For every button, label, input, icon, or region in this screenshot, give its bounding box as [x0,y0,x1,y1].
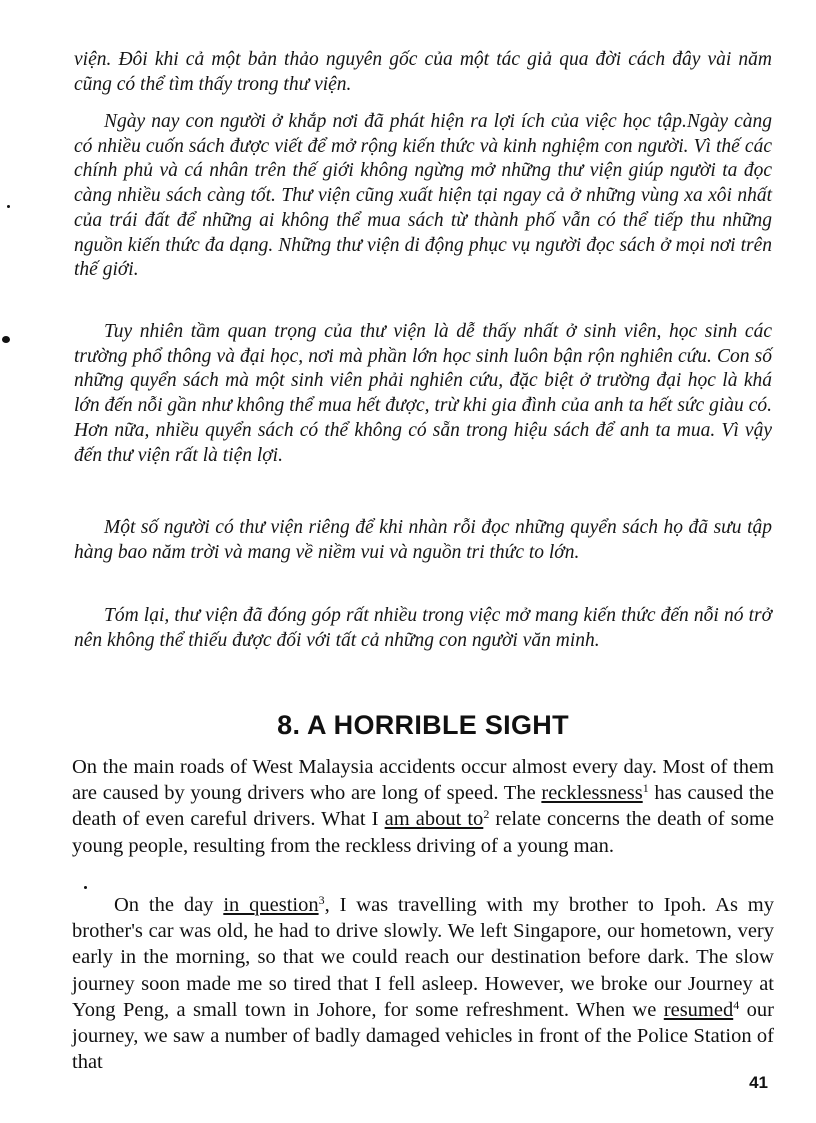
english-paragraph-1 [72,754,774,859]
footnote-marker: 2 [483,807,490,822]
page-number: 41 [749,1073,768,1092]
vietnamese-paragraph-5: Tóm lại, thư viện đã đóng góp rất nhiều trong việc mở mang kiến thức đến nỗi nó trở nên không thể thiếu được đối với tất cả những con người văn minh. [74,605,772,651]
margin-speck [2,336,10,343]
vietnamese-paragraph-3: Tuy nhiên tầm quan trọng của thư viện là dễ thấy nhất ở sinh viên, học sinh các trường phổ thông và đại học, nơi mà phần lớn học sinh luôn bận rộn nghiên cứu. Con số những quyển sách mà một sinh viên phải nghiên cứu, đặc biệt ở trường đại học là khá lớn đến nỗi gần như không thể mua hết được, trừ khi gia đình của anh ta hết sức giàu có. Hơn nữa, nhiều quyển sách có thể không có sẵn trong hiệu sách để anh ta mua. Vì vậy đến thư viện rất là tiện lợi. [74,321,772,466]
section-heading: 8. A HORRIBLE SIGHT [277,710,569,740]
text-segment: our journey, we saw a number of badly damaged vehicles in front of the Police Station of that [72,998,774,1074]
margin-speck [7,205,10,208]
vietnamese-paragraph-2: Ngày nay con người ở khắp nơi đã phát hiện ra lợi ích của việc học tập.Ngày càng có nhiều cuốn sách được viết để mở rộng kiến thức và kinh nghiệm con người. Vì thế các chính phủ và cá nhân trên thế giới không ngừng mở những thư viện giúp người ta đọc càng nhiều sách càng tốt. Thư viện cũng xuất hiện tại ngay cả ở những vùng xa xôi nhất của trái đất để những ai không thể mua sách từ thành phố vẫn có thể tiếp thu những nguồn kiến thức đa dạng. Những thư viện di động phục vụ người đọc sách ở mọi nơi trên thế giới. [74,111,772,281]
text-segment: On the day [114,894,224,916]
margin-speck [84,886,87,889]
footnote-marker: 4 [733,997,740,1012]
vocab-phrase-am-about-to: am about to [384,808,484,831]
text-segment: relate concerns the death of some young people, resulting from the reckless driving of a young man. [72,808,774,857]
text-segment: has caused the death of even careful drivers. What I [72,782,774,831]
vocab-word-resumed: resumed [663,998,734,1021]
footnote-marker: 3 [318,893,325,907]
vocab-word-recklessness: recklessness [541,782,643,805]
footnote-marker: 1 [642,781,649,796]
vocab-phrase-in-question: in question [223,894,319,916]
vietnamese-paragraph-4: Một số người có thư viện riêng để khi nhàn rỗi đọc những quyển sách họ đã sưu tập hàng bao năm trời và mang về niềm vui và nguồn tri thức to lớn. [74,517,772,563]
text-segment: , I was travelling with my brother to Ipoh. As my brother's car was old, he had to drive slowly. We left Singapore, our hometown, very early in the morning, so that we could reach our destination before dark. The slow journey soon made me so tired that I fell asleep. However, we broke our Journey at Yong Peng, a small town in Johore, for some refreshment. When we [72,894,774,1021]
vietnamese-paragraph-1: viện. Đôi khi cả một bản thảo nguyên gốc của một tác giả qua đời cách đây vài năm cũng có thể tìm thấy trong thư viện. [74,49,772,95]
english-paragraph-2 [72,892,774,1075]
text-segment: On the main roads of West Malaysia accidents occur almost every day. Most of them are caused by young drivers who are long of speed. The [72,756,774,805]
